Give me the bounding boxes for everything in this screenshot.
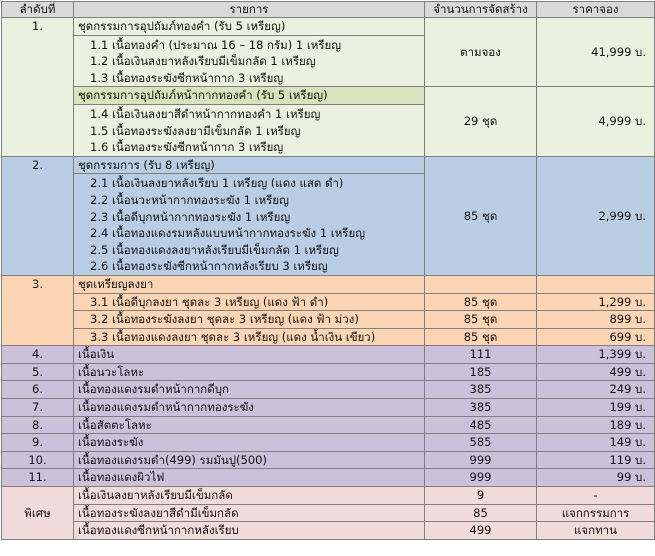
qty-cell: 85 ชุด — [425, 293, 537, 311]
set-item: 3.2 เนื้อทองระฆังลงยา ชุดละ 3 เหรียญ (แดง ฟ้า ม่วง) — [90, 312, 359, 327]
row-number: 3. — [2, 275, 74, 345]
set-item: 2.2 เนื้อนวะหน้ากากทองระฆัง 1 เหรียญ — [90, 192, 289, 207]
price-cell: 149 บ. — [537, 434, 655, 452]
qty-cell: 385 — [425, 399, 537, 417]
table-row — [2, 293, 655, 311]
set-item: 2.1 เนื้อเงินลงยาหลังเรียบ 1 เหรียญ (แดง แสด ดำ) — [90, 176, 344, 191]
header-qty: จำนวนการจัดสร้าง — [425, 2, 537, 18]
table-row — [2, 469, 655, 487]
set-item: 1.5 เนื้อทองระฆังลงยามีเข็มกลัด 1 เหรียญ — [90, 123, 301, 138]
qty-cell: 85 ชุด — [425, 328, 537, 346]
table-row — [2, 434, 655, 452]
row-number: 2. — [2, 156, 74, 275]
set-cell — [74, 87, 425, 156]
table-row — [2, 363, 655, 381]
qty-cell — [425, 275, 537, 293]
table-row — [2, 328, 655, 346]
row-number: 5. — [2, 363, 74, 381]
table-row — [2, 504, 655, 522]
qty-cell: 9 — [425, 487, 537, 505]
set-item: 2.6 เนื้อทองระฆังซีกหน้ากากหลังเรียบ 3 เหรียญ — [90, 259, 328, 274]
price-cell: 2,999 บ. — [537, 156, 655, 275]
qty-cell: 85 ชุด — [425, 156, 537, 275]
qty-cell: 85 ชุด — [425, 311, 537, 329]
price-cell: แจกกรรมการ — [537, 504, 655, 522]
item-label: เนื้อทองแดงรมดำหน้ากากทองระฆัง — [74, 399, 425, 417]
table-row — [2, 311, 655, 329]
qty-cell: 999 — [425, 469, 537, 487]
table-row — [2, 381, 655, 399]
set-item: 1.1 เนื้อทองคำ (ประมาณ 16 – 18 กรัม) 1 เหรียญ — [90, 37, 342, 52]
table-row — [2, 18, 655, 87]
price-cell: 4,999 บ. — [537, 87, 655, 156]
table-row — [2, 416, 655, 434]
price-table — [1, 1, 655, 540]
price-cell: 249 บ. — [537, 381, 655, 399]
price-cell: แจกทาน — [537, 522, 655, 540]
set-item: 1.2 เนื้อเงินลงยาหลังเรียบมีเข็มกลัด 1 เหรียญ — [90, 54, 316, 69]
qty-cell: ตามจอง — [425, 18, 537, 87]
set-title: ชุดกรรมการ (รับ 8 เหรียญ) — [74, 157, 424, 175]
price-cell: 1,299 บ. — [537, 293, 655, 311]
row-number: 8. — [2, 416, 74, 434]
qty-cell: 385 — [425, 381, 537, 399]
row-number: พิเศษ — [2, 487, 74, 540]
table-row — [2, 522, 655, 540]
set-item: 3.3 เนื้อทองแดงลงยา ชุดละ 3 เหรียญ (แดง น้ำเงิน เขียว) — [90, 329, 376, 344]
price-cell: 499 บ. — [537, 363, 655, 381]
set-title: ชุดกรรมการอุปถัมภ์หน้ากากทองคำ (รับ 5 เหรียญ) — [74, 87, 424, 105]
set-item: 2.3 เนื้อดีบุกหน้ากากทองระฆัง 1 เหรียญ — [90, 209, 291, 224]
set-item: 1.6 เนื้อทองระฆังซีกหน้ากาก 3 เหรียญ — [90, 140, 284, 155]
set-item: 1.4 เนื้อเงินลงยาสีดำหน้ากากทองคำ 1 เหรียญ — [90, 106, 321, 121]
item-label: เนื้อทองแดงรมดำหน้ากากดีบุก — [74, 381, 425, 399]
qty-cell: 485 — [425, 416, 537, 434]
row-number: 11. — [2, 469, 74, 487]
price-cell: - — [537, 487, 655, 505]
item-label: เนื้อเงิน — [74, 346, 425, 364]
item-label: เนื้อเงินลงยาหลังเรียบมีเข็มกลัด — [74, 487, 425, 505]
header-no: ลำดับที่ — [2, 2, 74, 18]
price-cell: 99 บ. — [537, 469, 655, 487]
item-label: เนื้อนวะโลหะ — [74, 363, 425, 381]
item-label: เนื้อทองแดงซีกหน้ากากหลังเรียบ — [74, 522, 425, 540]
price-cell: 1,399 บ. — [537, 346, 655, 364]
row-number: 7. — [2, 399, 74, 417]
row-number: 6. — [2, 381, 74, 399]
table-row — [2, 451, 655, 469]
qty-cell: 29 ชุด — [425, 87, 537, 156]
item-label — [74, 328, 425, 346]
item-label: เนื้อทองระฆัง — [74, 434, 425, 452]
price-cell: 119 บ. — [537, 451, 655, 469]
price-cell: 899 บ. — [537, 311, 655, 329]
row-number: 10. — [2, 451, 74, 469]
table-row — [2, 87, 655, 156]
qty-cell: 111 — [425, 346, 537, 364]
set-item: 2.4 เนื้อทองแดงรมหลังแบบหน้ากากทองระฆัง 1 เหรียญ — [90, 226, 365, 241]
price-cell: 199 บ. — [537, 399, 655, 417]
set-item: 3.1 เนื้อดีบุกลงยา ชุดละ 3 เหรียญ (แดง ฟ้า ดำ) — [90, 294, 329, 309]
header-price: ราคาจอง — [537, 2, 655, 18]
item-label: เนื้อสัตตะโลหะ — [74, 416, 425, 434]
item-label — [74, 293, 425, 311]
qty-cell: 999 — [425, 451, 537, 469]
table-row — [2, 275, 655, 293]
table-row — [2, 487, 655, 505]
set-title: ชุดเหรียญลงยา — [74, 275, 425, 293]
table-row — [2, 399, 655, 417]
set-item: 1.3 เนื้อทองระฆังซีกหน้ากาก 3 เหรียญ — [90, 70, 284, 85]
price-cell: 41,999 บ. — [537, 18, 655, 87]
price-cell: 189 บ. — [537, 416, 655, 434]
row-number: 1. — [2, 18, 74, 157]
price-cell: 699 บ. — [537, 328, 655, 346]
item-label: เนื้อทองแดงรมดำ(499) รมมันปู(500) — [74, 451, 425, 469]
table-row — [2, 156, 655, 275]
set-title: ชุดกรรมการอุปถัมภ์ทองคำ (รับ 5 เหรียญ) — [74, 18, 424, 36]
set-cell — [74, 18, 425, 87]
header-item: รายการ — [74, 2, 425, 18]
item-label — [74, 311, 425, 329]
qty-cell: 185 — [425, 363, 537, 381]
table-header-row — [2, 2, 655, 18]
item-label: เนื้อทองแดงผิวไฟ — [74, 469, 425, 487]
table-row — [2, 346, 655, 364]
row-number: 4. — [2, 346, 74, 364]
qty-cell: 585 — [425, 434, 537, 452]
qty-cell: 499 — [425, 522, 537, 540]
qty-cell: 85 — [425, 504, 537, 522]
set-item: 2.5 เนื้อทองแดงลงยาหลังเรียบมีเข็มกลัด 1 เหรียญ — [90, 242, 339, 257]
set-cell — [74, 156, 425, 275]
price-cell — [537, 275, 655, 293]
row-number: 9. — [2, 434, 74, 452]
item-label: เนื้อทองระฆังลงยาสีดำมีเข็มกลัด — [74, 504, 425, 522]
